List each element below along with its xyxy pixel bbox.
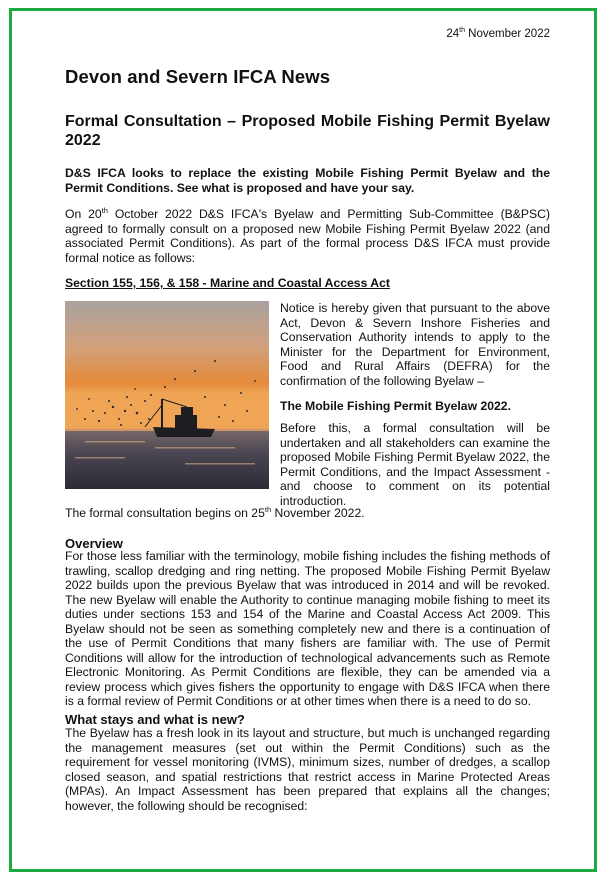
fishing-boat-photo <box>65 301 269 489</box>
issue-date: 24th November 2022 <box>446 27 550 40</box>
article-standfirst: D&S IFCA looks to replace the existing Mobile Fishing Permit Byelaw and the Permit Conditions. See what is proposed and have your say. <box>65 166 550 195</box>
overview-heading: Overview <box>65 536 123 551</box>
section-heading: Section 155, 156, & 158 - Marine and Coastal Access Act <box>65 276 390 290</box>
byelaw-name: The Mobile Fishing Permit Byelaw 2022. <box>280 399 511 413</box>
whats-new-heading: What stays and what is new? <box>65 712 245 727</box>
consultation-notice: Before this, a formal consultation will be undertaken and all stakeholders can examine the proposed Mobile Fishing Permit Byelaw 2022, the Permit Conditions, and the Impact Assessment - and choose to comment on its potential introduction. <box>280 421 550 508</box>
legal-notice: Notice is hereby given that pursuant to the above Act, Devon & Severn Inshore Fisheries and Conservation Authority intends to apply to the Minister for the Department for Environment, Food and Rural Affairs (DEFRA) for the confirmation of the following Byelaw – <box>280 301 550 388</box>
consultation-start: The formal consultation begins on 25th November 2022. <box>65 504 365 520</box>
intro-paragraph: On 20th October 2022 D&S IFCA's Byelaw and Permitting Sub-Committee (B&PSC) agreed to formally consult on a proposed new Mobile Fishing Permit Byelaw 2022 (and associated Permit Conditions). As part of the formal process D&S IFCA must provide formal notice as follows: <box>65 205 551 265</box>
whats-new-body: The Byelaw has a fresh look in its layout and structure, but much is unchanged regarding the management measures (set out within the Permit Conditions) such as the requirement for vessel monitoring (IVMS), minimum sizes, number of dredges, a scallop closed season, and spatial restrictions that restrict access in Marine Protected Areas (MPAs). An Impact Assessment has been prepared that explains all the changes; however, the following should be recognised: <box>65 726 550 813</box>
newsletter-title: Devon and Severn IFCA News <box>65 66 331 87</box>
article-headline: Formal Consultation – Proposed Mobile Fishing Permit Byelaw 2022 <box>65 113 550 149</box>
overview-body: For those less familiar with the terminology, mobile fishing includes the fishing methods of trawling, scallop dredging and ring netting. The proposed Mobile Fishing Permit Byelaw 2022 builds upon the previous Byelaw that was introduced in 2014 and will be revoked. The new Byelaw will enable the Authority to continue managing mobile fishing to meet its duties under sections 153 and 154 of the Marine and Coastal Access Act 2009. This Byelaw should not be seen as something completely new and there is a continuation of the use of Permit Conditions that many fishers are familiar with. The use of Permit Conditions will allow for the introduction of technological advancements such as Remote Electronic Monitoring. As Permit Conditions are flexible, they can be amended via a review process which gives fishers the opportunity to engage with D&S IFCA when there is a formal review of Permit Conditions or at other times when there is a need to do so. <box>65 549 550 708</box>
